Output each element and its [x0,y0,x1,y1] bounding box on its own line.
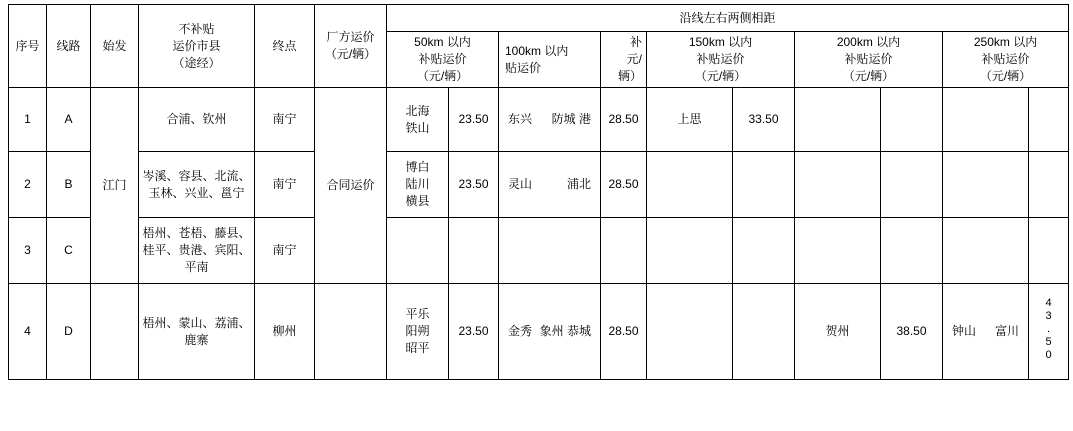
cell-200km-price [881,218,943,284]
place-name-right [540,323,591,340]
cell-seq: 1 [9,88,47,152]
header-within-50-line1: 50km 以内 [414,35,471,49]
place-name: 昭平 [405,341,430,355]
cell-100km-price: 28.50 [601,88,647,152]
table-row [9,284,1069,380]
cell-no-subsidy-cities [139,88,255,152]
header-within-150-line3: （元/辆） [694,69,747,83]
place-name: 富川 [994,324,1019,338]
cell-city-line: 梧州、蒙山、荔浦、 [142,315,251,330]
cell-origin [91,284,139,380]
cell-250km-price [1029,218,1069,284]
cell-250km-price [1029,152,1069,218]
cell-150km-place [647,218,733,284]
header-factory-price-line1: 厂方运价 [326,30,375,44]
cell-50km-places [387,284,449,380]
cell-seq: 2 [9,152,47,218]
cell-100km-price [601,218,647,284]
table-row [9,88,1069,152]
freight-rate-table [8,4,1069,380]
cell-50km-price: 23.50 [449,88,499,152]
place-name: 金秀 [508,324,533,338]
cell-100km-places-inner [502,176,597,193]
cell-destination: 南宁 [255,88,315,152]
cell-200km-place [795,152,881,218]
cell-150km-price: 33.50 [733,88,795,152]
header-within-150-line2: 补贴运价 [696,52,745,66]
cell-100km-places [499,284,601,380]
cell-200km-price: 38.50 [881,284,943,380]
cell-150km-place [647,284,733,380]
cell-100km-price: 28.50 [601,284,647,380]
cell-250km-place [943,152,1029,218]
header-within-50-line2: 补贴运价 [418,52,467,66]
cell-150km-place: 上思 [647,88,733,152]
cell-city-line: 玉林、兴业、邕宁 [148,185,245,200]
cell-50km-places [387,218,449,284]
header-no-subsidy-line1: 不补贴 [178,21,215,36]
cell-50km-price: 23.50 [449,152,499,218]
header-within-200 [795,32,943,88]
place-name: 恭城 [566,324,591,338]
cell-50km-places [387,152,449,218]
header-within-100-main [499,32,601,88]
header-within-200-line2: 补贴运价 [844,52,893,66]
cell-100km-places [499,88,601,152]
header-within-150-line1: 150km 以内 [688,35,753,49]
place-name: 铁山 [405,120,430,135]
cell-no-subsidy-cities [139,218,255,284]
cell-250km-place [943,88,1029,152]
header-no-subsidy-line3: （途经） [172,55,221,70]
cell-destination: 柳州 [255,284,315,380]
cell-50km-price [449,218,499,284]
cell-200km-price [881,88,943,152]
header-no-subsidy-line2: 运价市县 [172,38,221,53]
cell-city-line: 平南 [184,260,209,274]
header-factory-price [315,5,387,88]
cell-100km-places [499,218,601,284]
cell-250km-place [943,284,1029,380]
cell-factory-price [315,284,387,380]
place-name: 博白 [405,160,430,174]
cell-250km-place [943,218,1029,284]
cell-line: D [47,284,91,380]
header-within-100-unit [601,32,647,88]
header-within-100-line2: 贴运价 [505,60,542,75]
header-factory-price-line2: （元/辆） [324,47,377,61]
place-name: 灵山 [508,177,533,191]
cell-origin-merged: 江门 [91,88,139,284]
header-destination: 终点 [255,5,315,88]
table-header-row-group [9,5,1069,32]
header-no-subsidy-cities [139,5,255,88]
cell-150km-price [733,152,795,218]
cell-factory-price: 合同运价 [315,88,387,284]
cell-city-line: 合浦、钦州 [166,112,227,126]
cell-50km-places [387,88,449,152]
cell-city-line: 岑溪、容县、北流、 [142,168,251,183]
cell-city-line: 鹿寨 [184,332,209,347]
header-within-250-line1: 250km 以内 [973,35,1038,49]
cell-line: B [47,152,91,218]
cell-150km-place [647,152,733,218]
cell-city-line: 梧州、苍梧、藤县、 [142,226,251,240]
cell-200km-place [795,218,881,284]
place-name: 平乐 [405,307,430,321]
cell-250km-price-value: 43.50 [1042,296,1055,362]
header-distance-group: 沿线左右两侧相距 [387,5,1069,32]
table-row [9,218,1069,284]
place-name: 横县 [405,194,430,208]
cell-seq: 4 [9,284,47,380]
cell-50km-price: 23.50 [449,284,499,380]
place-name: 钟山 [952,324,977,338]
cell-250km-price [1029,284,1069,380]
cell-line: A [47,88,91,152]
cell-no-subsidy-cities [139,284,255,380]
place-name: 浦北 [566,177,591,191]
cell-destination: 南宁 [255,152,315,218]
cell-line: C [47,218,91,284]
header-within-250-line2: 补贴运价 [981,52,1030,66]
header-within-250-line3: （元/辆） [979,69,1032,83]
cell-destination: 南宁 [255,218,315,284]
cell-100km-places-inner [502,111,597,128]
cell-150km-price [733,218,795,284]
cell-200km-price [881,152,943,218]
header-origin: 始发 [91,5,139,88]
place-name: 东兴 [508,112,533,126]
header-within-100-unit1: 补 [629,35,642,49]
header-seq: 序号 [9,5,47,88]
cell-100km-price: 28.50 [601,152,647,218]
cell-250km-price [1029,88,1069,152]
header-within-100-line1: 100km 以内 [505,43,569,58]
place-name: 象州 [539,324,564,338]
place-name: 阳朔 [405,324,430,338]
cell-100km-places [499,152,601,218]
cell-150km-price [733,284,795,380]
place-name: 防城 [551,112,576,126]
header-within-250 [943,32,1069,88]
header-within-100-unit2: 元/ [626,52,642,66]
header-within-200-line1: 200km 以内 [836,35,901,49]
header-within-50 [387,32,499,88]
header-within-200-line3: （元/辆） [842,69,895,83]
place-name: 陆川 [405,177,430,191]
header-line [47,5,91,88]
cell-seq: 3 [9,218,47,284]
cell-no-subsidy-cities [139,152,255,218]
place-name-right [552,111,591,128]
place-name: 北海 [405,103,430,118]
header-line-char-1: 线路 [56,38,81,53]
place-name: 港 [578,112,591,126]
cell-city-line: 桂平、贵港、宾阳、 [142,243,251,257]
cell-200km-place [795,88,881,152]
cell-200km-place: 贺州 [795,284,881,380]
header-within-100-unit3: 辆） [617,69,642,83]
header-within-150 [647,32,795,88]
header-within-50-line3: （元/辆） [416,69,469,83]
cell-100km-places-inner [502,323,597,340]
table-row [9,152,1069,218]
cell-250km-places-inner [946,323,1025,340]
